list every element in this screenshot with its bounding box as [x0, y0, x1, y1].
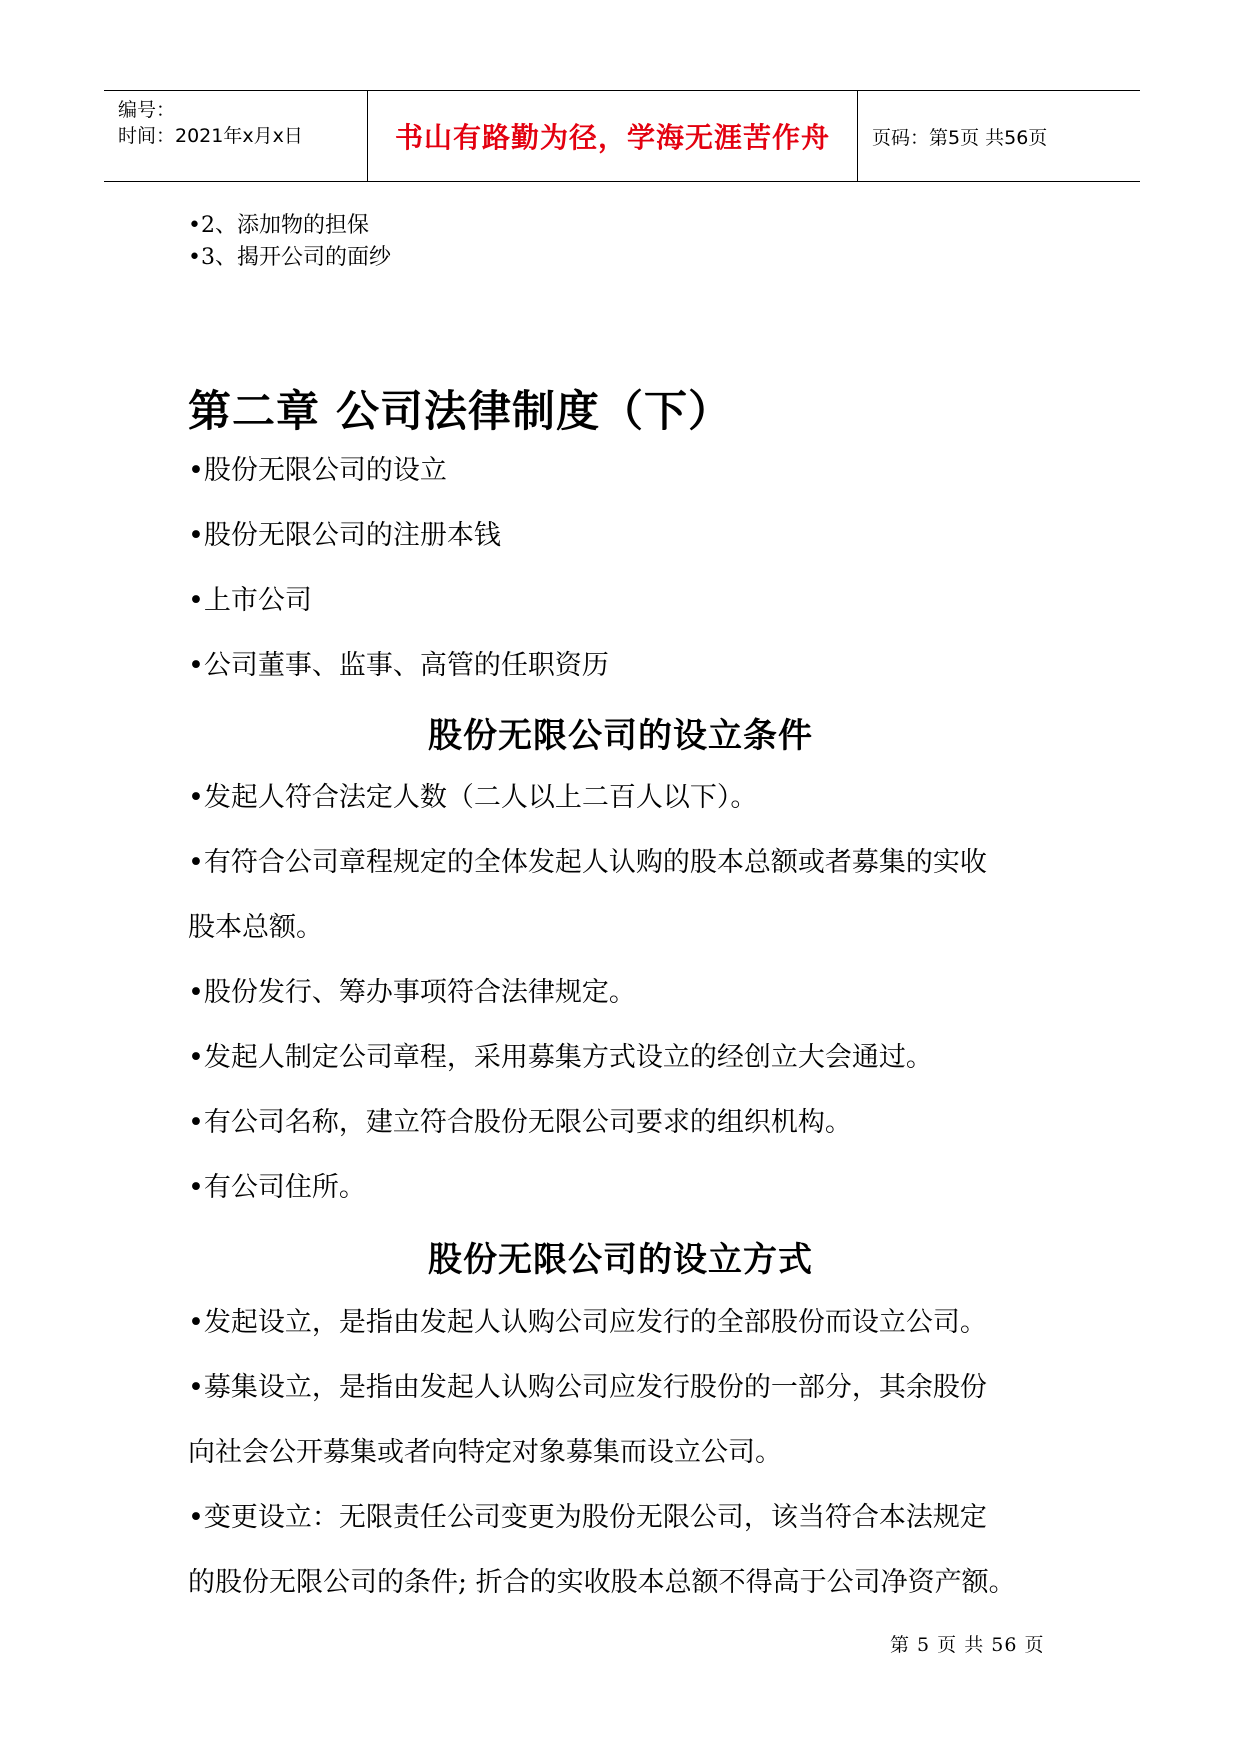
- intro-item: •3、揭开公司的面纱: [188, 245, 391, 270]
- section-title-methods: 股份无限公司的设立方式: [428, 1240, 813, 1280]
- intro-item: •2、添加物的担保: [188, 213, 369, 238]
- page-header: [104, 90, 1140, 182]
- chapter-list-item: •公司董事、监事、高管的任职资历: [188, 650, 609, 681]
- header-page-cell: [858, 91, 1140, 181]
- methods-line: 的股份无限公司的条件; 折合的实收股本总额不得高于公司净资产额。: [188, 1567, 1016, 1598]
- chapter-list-item: •上市公司: [188, 585, 312, 616]
- conditions-line: •有公司住所。: [188, 1172, 366, 1203]
- chapter-list-item: •股份无限公司的注册本钱: [188, 520, 501, 551]
- conditions-line: •发起人符合法定人数（二人以上二百人以下）。: [188, 782, 758, 813]
- conditions-line: •发起人制定公司章程，采用募集方式设立的经创立大会通过。: [188, 1042, 933, 1073]
- conditions-line: •股份发行、筹办事项符合法律规定。: [188, 977, 636, 1008]
- section-title-conditions: 股份无限公司的设立条件: [428, 716, 813, 756]
- conditions-line: •有公司名称，建立符合股份无限公司要求的组织机构。: [188, 1107, 852, 1138]
- header-motto-cell: [368, 91, 858, 181]
- header-motto: 书山有路勤为径，学海无涯苦作舟: [394, 121, 830, 154]
- conditions-line: 股本总额。: [188, 912, 323, 943]
- page-footer: 第 5 页 共 56 页: [890, 1634, 1045, 1656]
- methods-line: •发起设立，是指由发起人认购公司应发行的全部股份而设立公司。: [188, 1307, 987, 1338]
- methods-line: 向社会公开募集或者向特定对象募集而设立公司。: [188, 1437, 782, 1468]
- header-date-label: 时间：2021年x月x日: [118, 125, 303, 147]
- chapter-title: 第二章 公司法律制度（下）: [188, 387, 732, 437]
- chapter-list-item: •股份无限公司的设立: [188, 455, 447, 486]
- header-meta-cell: [104, 91, 368, 181]
- methods-line: •变更设立：无限责任公司变更为股份无限公司，该当符合本法规定: [188, 1502, 987, 1533]
- methods-line: •募集设立，是指由发起人认购公司应发行股份的一部分，其余股份: [188, 1372, 987, 1403]
- header-page-label: 页码：第5页 共56页: [872, 126, 1048, 149]
- header-number-label: 编号：: [118, 99, 176, 121]
- conditions-line: •有符合公司章程规定的全体发起人认购的股本总额或者募集的实收: [188, 847, 987, 878]
